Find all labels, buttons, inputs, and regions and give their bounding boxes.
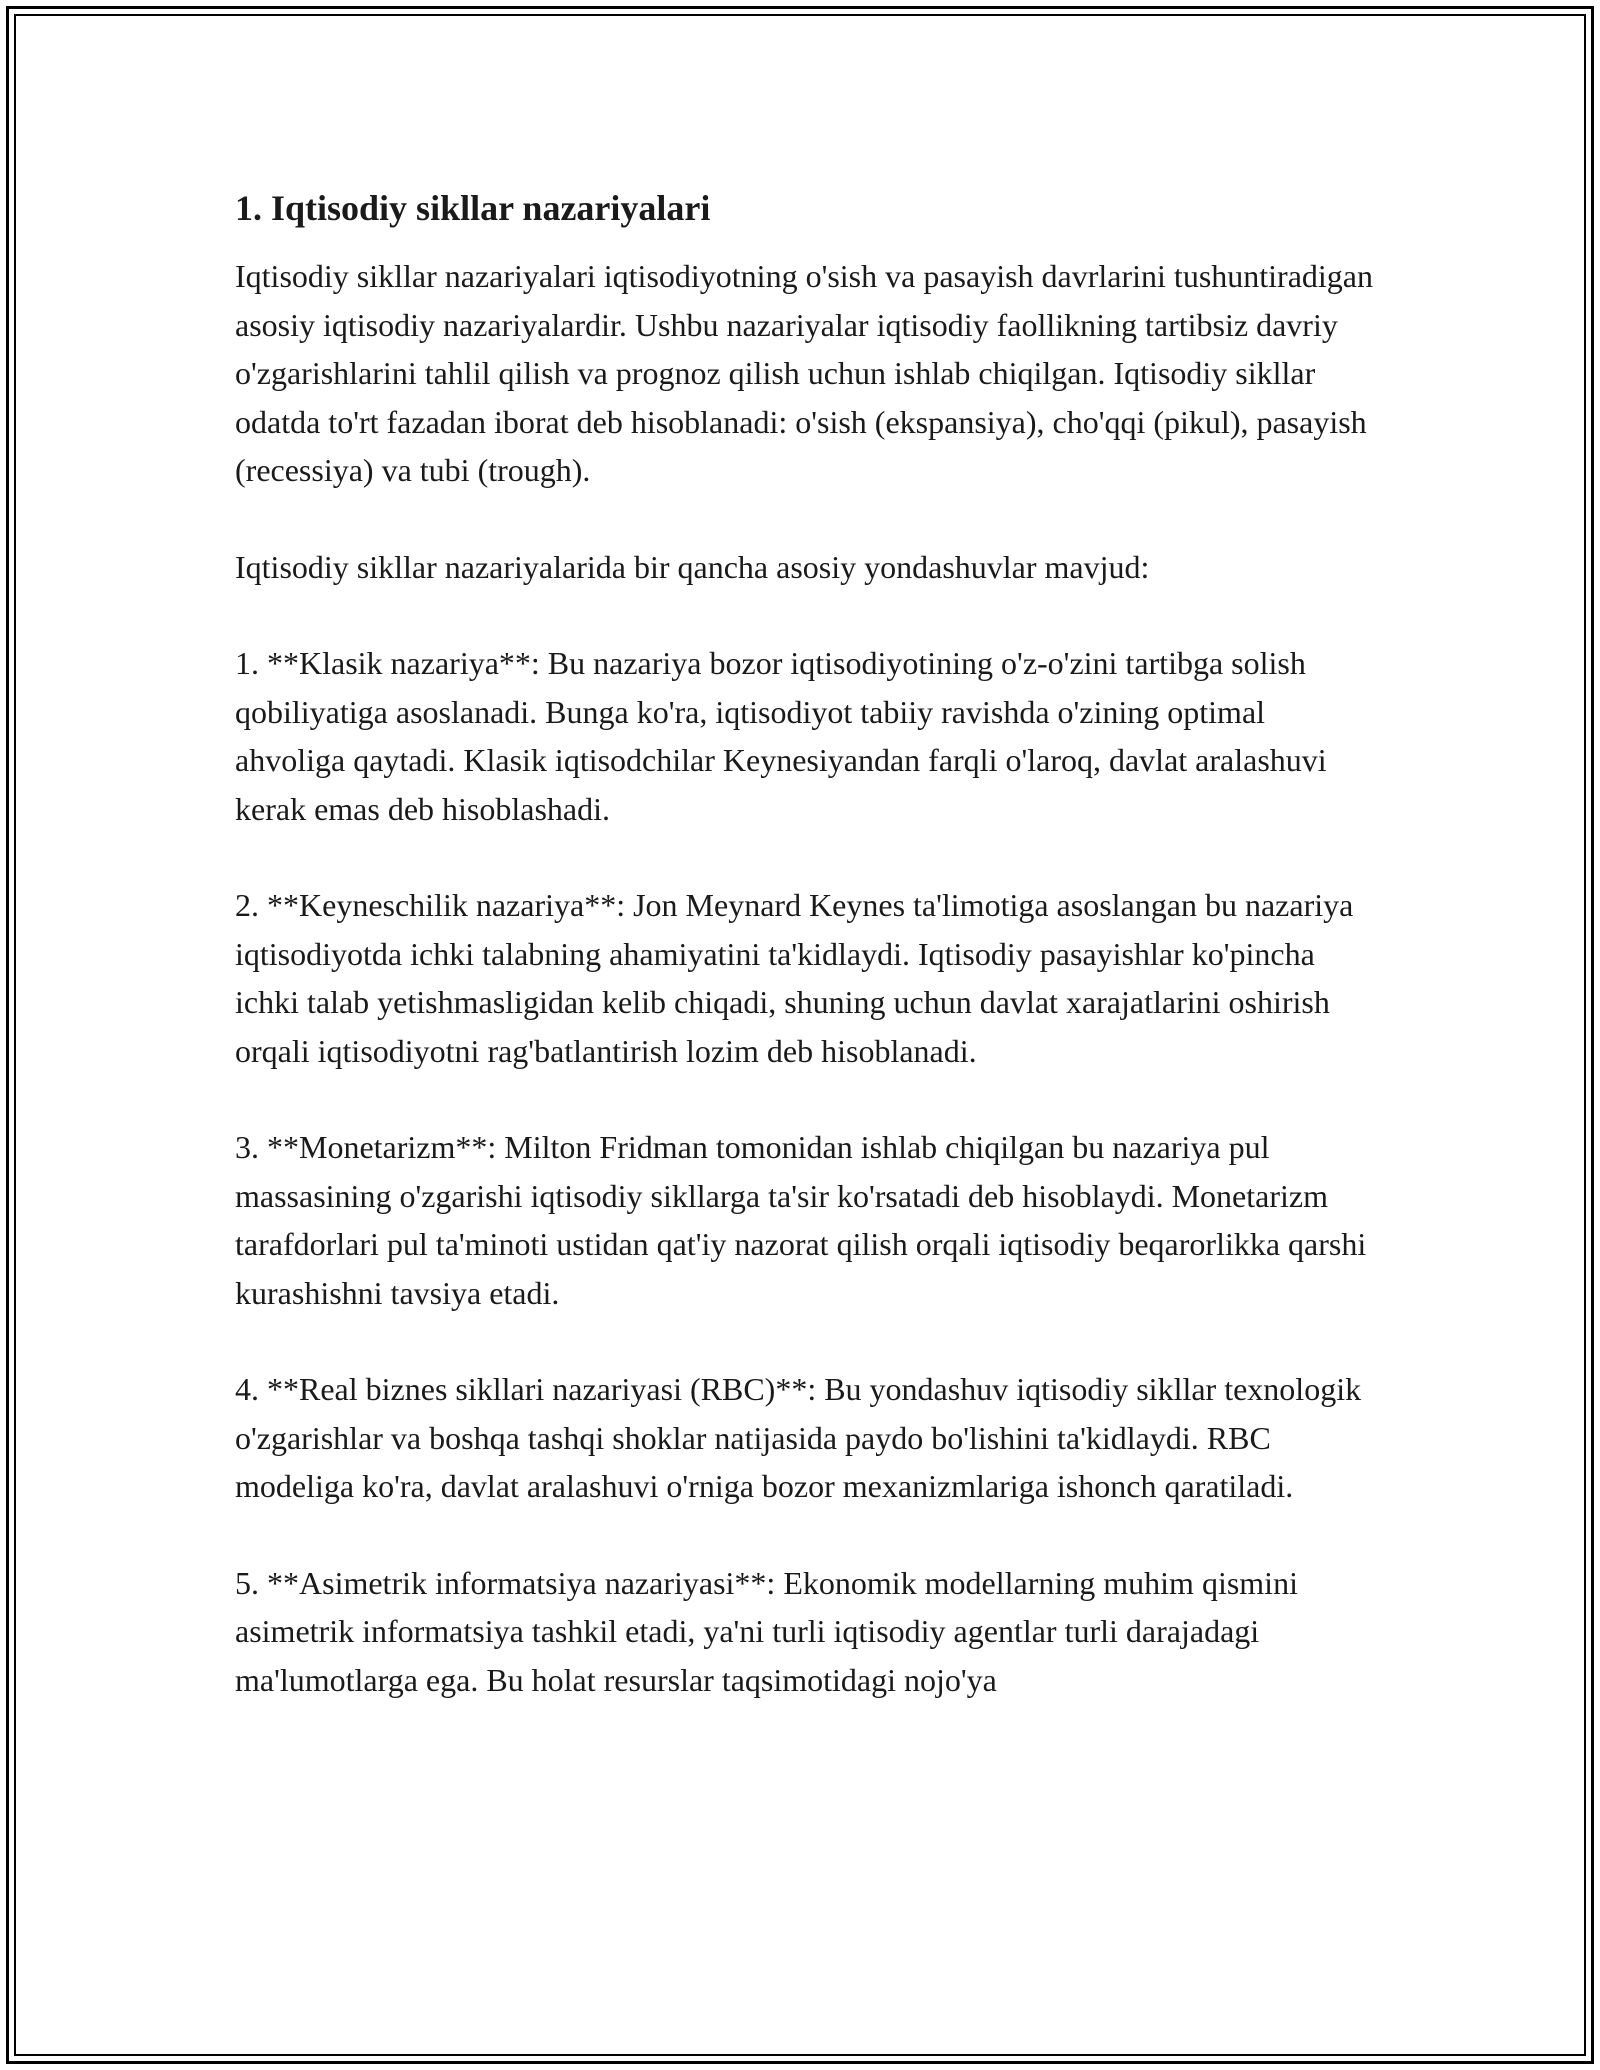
keynesian-theory-paragraph: 2. **Keyneschilik nazariya**: Jon Meynard Keynes ta'limotiga asoslangan bu nazariya iqtisodiyotda ichki talabning ahamiyatini ta'kidlaydi. Iqtisodiy pasayishlar ko'pincha ichki talab yetishmasligidan kelib chiqadi, shuning uchun davlat xarajatlarini oshirish orqali iqtisodiyotni rag'batlantirish lozim deb hisoblanadi. xyxy=(235,887,1354,1069)
asymmetric-info-paragraph: 5. **Asimetrik informatsiya nazariyasi**: Ekonomik modellarning muhim qismini asimetrik informatsiya tashkil etadi, ya'ni turli iqtisodiy agentlar turli darajadagi ma'lumotlarga ega. Bu holat resurslar taqsimotidagi nojo'ya xyxy=(235,1564,1298,1698)
approaches-intro-paragraph: Iqtisodiy sikllar nazariyalarida bir qancha asosiy yondashuvlar mavjud: xyxy=(235,548,1150,585)
classical-theory-paragraph: 1. **Klasik nazariya**: Bu nazariya bozor iqtisodiyotining o'z-o'zini tartibga solish qobiliyatiga asoslanadi. Bunga ko'ra, iqtisodiyot tabiiy ravishda o'zining optimal ahvoliga qaytadi. Klasik iqtisodchilar Keynesiyandan farqli o'laroq, davlat aralashuvi kerak emas deb hisoblashadi. xyxy=(235,645,1327,827)
intro-paragraph: Iqtisodiy sikllar nazariyalari iqtisodiyotning o'sish va pasayish davrlarini tushuntiradigan asosiy iqtisodiy nazariyalardir. Ushbu nazariyalar iqtisodiy faollikning tartibsiz davriy o'zgarishlarini tahlil qilish va prognoz qilish uchun ishlab chiqilgan. Iqtisodiy sikllar odatda to'rt fazadan iborat deb hisoblanadi: o'sish (ekspansiya), cho'qqi (pikul), pasayish (recessiya) va tubi (trough). xyxy=(235,258,1373,488)
rbc-theory-paragraph: 4. **Real biznes sikllari nazariyasi (RBC)**: Bu yondashuv iqtisodiy sikllar texnologik o'zgarishlar va boshqa tashqi shoklar natijasida paydo bo'lishini ta'kidlaydi. RBC modeliga ko'ra, davlat aralashuvi o'rniga bozor mexanizmlariga ishonch qaratiladi. xyxy=(235,1371,1362,1504)
section-heading: 1. Iqtisodiy sikllar nazariyalari xyxy=(235,188,711,228)
monetarism-paragraph: 3. **Monetarizm**: Milton Fridman tomonidan ishlab chiqilgan bu nazariya pul massasining o'zgarishi iqtisodiy sikllarga ta'sir ko'rsatadi deb hisoblaydi. Monetarizm tarafdorlari pul ta'minoti ustidan qat'iy nazorat qilish orqali iqtisodiy beqarorlikka qarshi kurashishni tavsiya etadi. xyxy=(235,1129,1367,1311)
document-body xyxy=(235,184,1375,1752)
